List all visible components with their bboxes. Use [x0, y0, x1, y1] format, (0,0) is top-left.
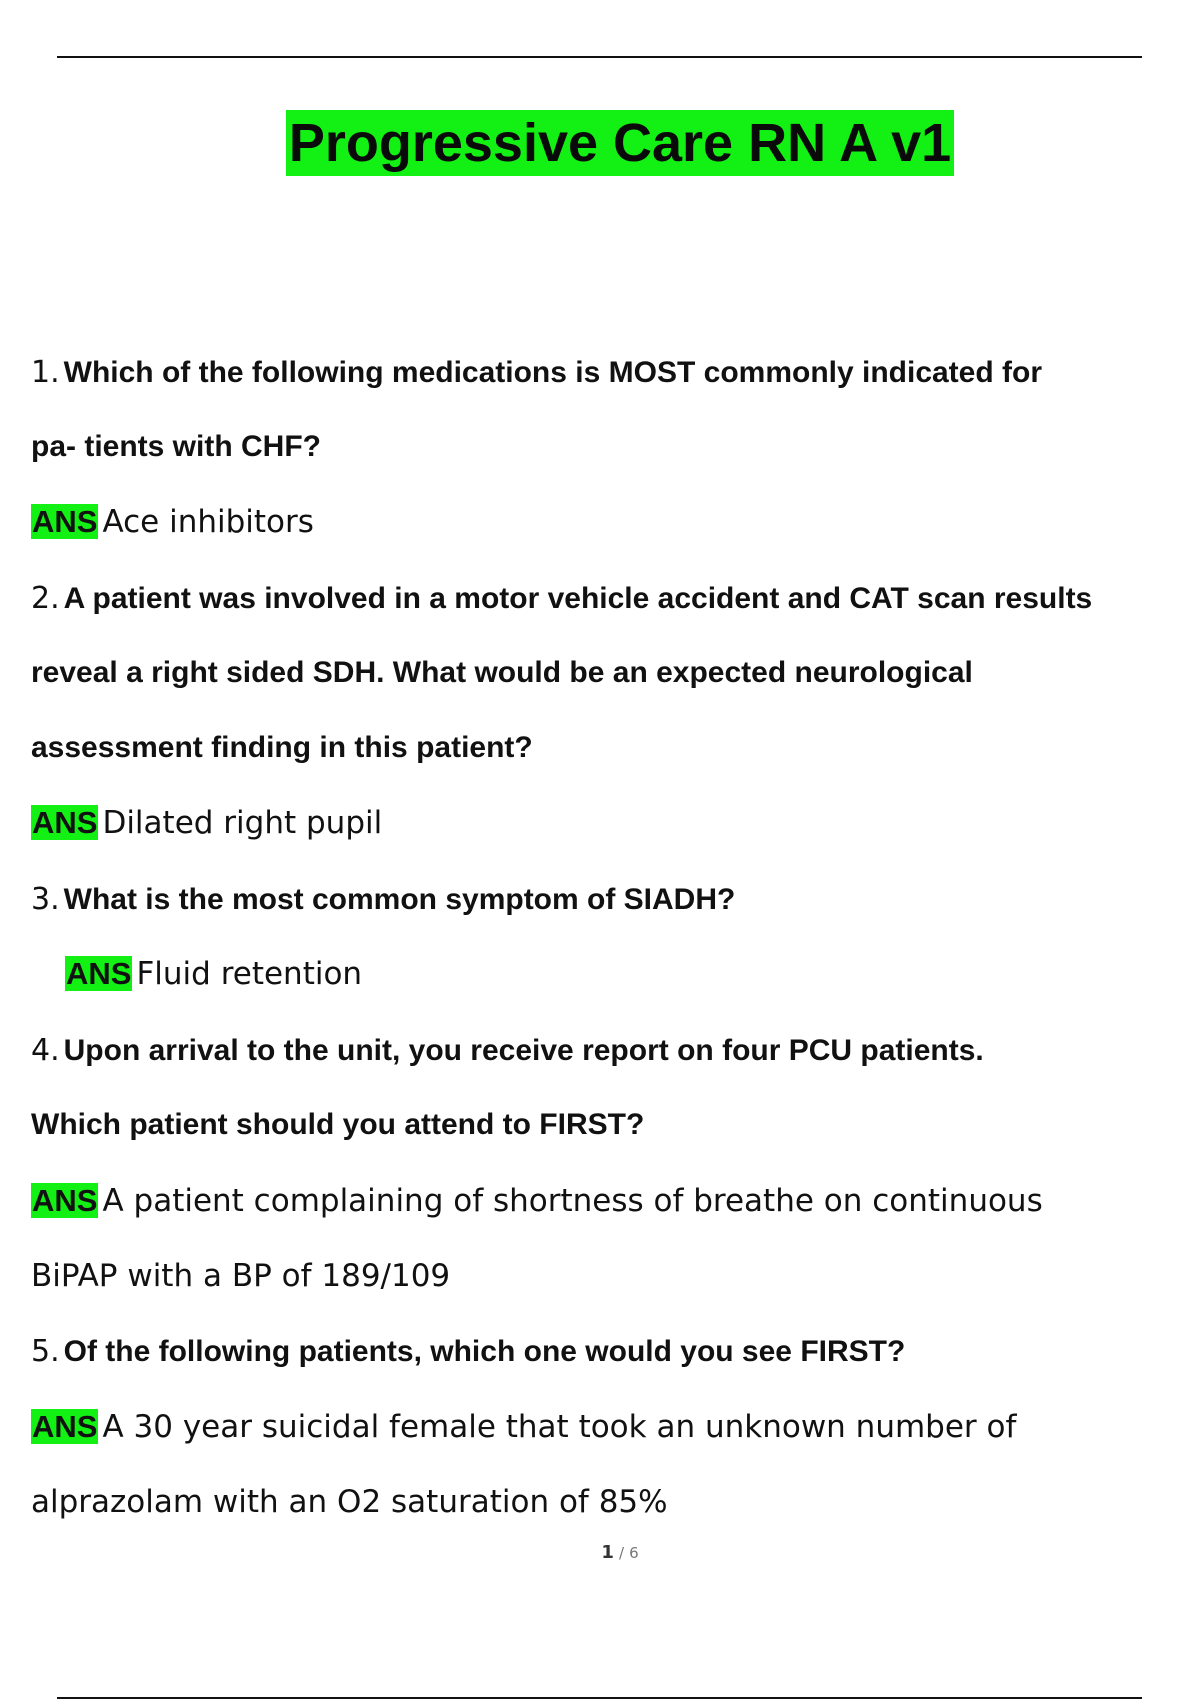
- page-separator: /: [618, 1544, 625, 1562]
- answer-5: [31, 1409, 1016, 1445]
- answer-label: ANS: [32, 504, 98, 539]
- question-1: [31, 355, 1042, 390]
- question-text: pa- tients with CHF?: [31, 430, 321, 463]
- answer-4: [31, 1183, 1043, 1219]
- question-number: 4.: [31, 1033, 60, 1068]
- question-text: Upon arrival to the unit, you receive report on four PCU patients.: [63, 1034, 984, 1067]
- question-number: 3.: [31, 882, 60, 917]
- answer-text: BiPAP with a BP of 189/109: [31, 1258, 451, 1294]
- question-4-cont: [31, 1108, 644, 1142]
- question-2-cont: [31, 656, 973, 690]
- answer-label: ANS: [32, 1409, 98, 1444]
- answer-label: ANS: [32, 1183, 98, 1218]
- question-2-cont: [31, 731, 533, 765]
- question-1-cont: [31, 430, 321, 464]
- answer-text: Dilated right pupil: [102, 805, 383, 841]
- answer-text: A patient complaining of shortness of breathe on continuous: [102, 1183, 1043, 1219]
- title-container: [0, 110, 1200, 176]
- page-indicator: [0, 1542, 1200, 1563]
- question-number: 5.: [31, 1334, 60, 1369]
- question-5: [31, 1334, 905, 1369]
- answer-text: Fluid retention: [136, 956, 363, 992]
- total-pages: 6: [629, 1544, 639, 1562]
- answer-5-cont: [31, 1484, 668, 1520]
- question-text: A patient was involved in a motor vehicle accident and CAT scan results: [63, 582, 1093, 615]
- question-number: 2.: [31, 581, 60, 616]
- current-page: 1: [601, 1542, 614, 1563]
- question-text: reveal a right sided SDH. What would be an expected neurological: [31, 656, 973, 689]
- header-rule: [57, 56, 1142, 58]
- question-text: Of the following patients, which one would you see FIRST?: [63, 1335, 906, 1368]
- answer-1: [31, 504, 314, 540]
- answer-label: ANS: [32, 805, 98, 840]
- answer-label: ANS: [66, 956, 132, 991]
- question-number: 1.: [31, 355, 60, 390]
- footer-rule: [57, 1697, 1142, 1699]
- answer-4-cont: [31, 1258, 450, 1294]
- answer-2: [31, 805, 382, 841]
- question-text: Which of the following medications is MOST commonly indicated for: [63, 356, 1043, 389]
- question-text: assessment finding in this patient?: [31, 731, 533, 764]
- question-3: [31, 882, 735, 917]
- question-4: [31, 1033, 984, 1068]
- question-2: [31, 581, 1092, 616]
- question-text: What is the most common symptom of SIADH?: [63, 883, 736, 916]
- answer-3: [65, 956, 362, 992]
- document-title: Progressive Care RN A v1: [286, 110, 954, 176]
- answer-text: A 30 year suicidal female that took an unknown number of: [102, 1409, 1017, 1445]
- question-text: Which patient should you attend to FIRST?: [31, 1108, 645, 1141]
- answer-text: alprazolam with an O2 saturation of 85%: [31, 1484, 668, 1520]
- answer-text: Ace inhibitors: [102, 504, 314, 540]
